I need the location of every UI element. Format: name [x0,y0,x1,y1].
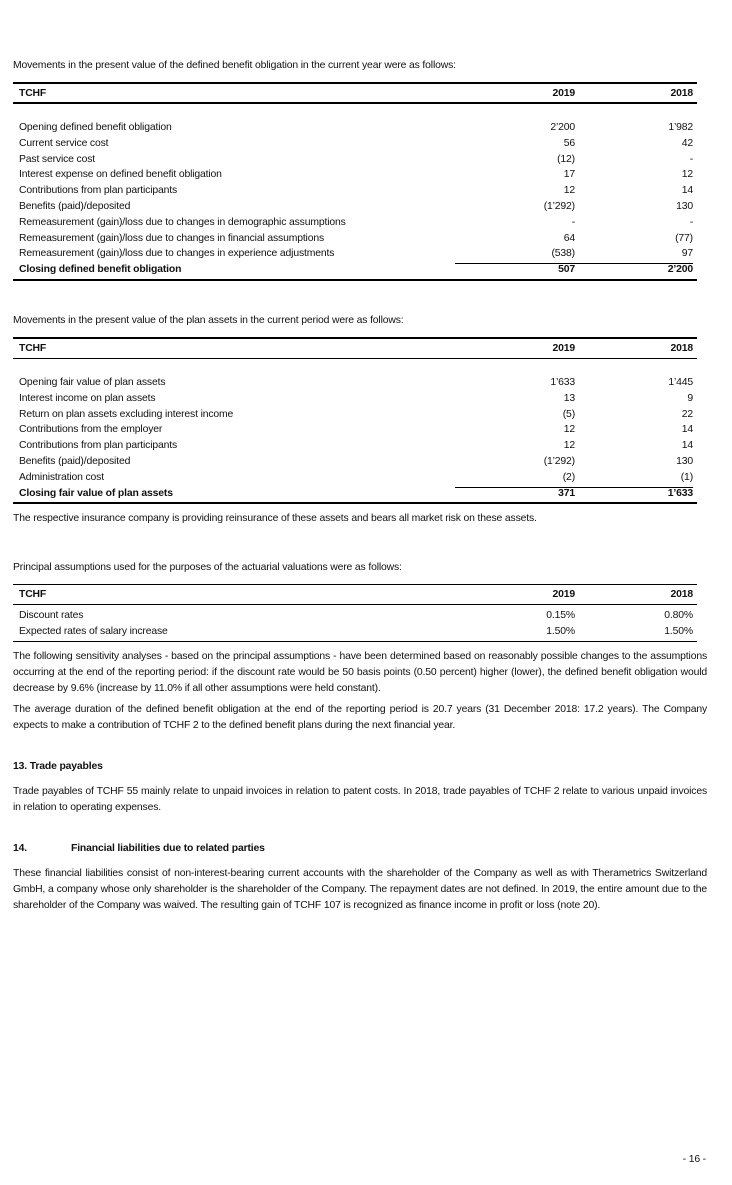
header-2019: 2019 [552,589,575,600]
assets-intro: Movements in the present value of the plan assets in the current period were as follows: [13,315,404,326]
row-label: Remeasurement (gain)/loss due to changes in demographic assumptions [19,216,346,228]
total-2019: 371 [558,487,575,499]
row-label: Administration cost [19,471,104,483]
value-2019: 17 [563,169,575,181]
table-row [13,471,697,487]
value-2019: 12 [563,185,575,197]
section-14-body: These financial liabilities consist of non-interest-bearing current accounts with the shareholder of the Company as well as with Therametrics Switzerland GmbH, a company whose only shareholder is the shareholder of the Company. The repayment dates are not defined. In 2019, the entire amount due to the shareholder of the Company was waived. The resulting gain of TCHF 107 is recognized as finance income in profit or loss (note 20). [13,868,707,911]
row-label: Remeasurement (gain)/loss due to changes in experience adjustments [19,248,335,260]
table-row [13,609,697,625]
value-2019: (12) [557,153,575,165]
row-label: Interest income on plan assets [19,392,156,404]
dbo-table [13,82,697,281]
table-row [13,455,697,471]
header-2018: 2018 [670,343,693,354]
value-2019: (538) [551,248,575,260]
value-2019: (5) [562,408,575,420]
total-2018: 2’200 [667,264,693,276]
value-2018: 22 [681,408,693,420]
value-2019: (1’292) [543,455,575,467]
value-2019: 12 [563,424,575,436]
value-2019: 13 [563,392,575,404]
table-header [13,337,697,359]
value-2018: 130 [676,200,693,212]
table-row [13,168,697,184]
sensitivity-paragraph: The following sensitivity analyses - based on the principal assumptions - have been determined based on reasonably possible changes to the assumptions occurring at the end of the reporting period: if the discount rate would be 50 basis points (0.50 percent) higher (lower), the defined benefit obligation would decrease by 9.6% (increase by 11.0% if all other assumptions were held constant). [13,651,707,694]
row-label: Current service cost [19,137,109,149]
row-label: Contributions from plan participants [19,185,178,197]
header-2018: 2018 [670,88,693,99]
value-2018: 14 [681,185,693,197]
section-14-heading: Financial liabilities due to related parties [71,843,265,854]
table-row [13,153,697,169]
value-2018: 1’445 [668,377,693,388]
table-row [13,625,697,641]
row-label: Contributions from the employer [19,424,163,436]
value-2019: 64 [563,232,575,244]
value-2018: - [689,153,693,165]
table-row [13,423,697,439]
header-2018: 2018 [670,589,693,600]
row-label: Contributions from plan participants [19,440,178,452]
assumptions-table [13,584,697,642]
total-label: Closing defined benefit obligation [19,264,182,276]
value-2018: 0.80% [664,610,693,621]
total-row [13,263,697,281]
value-2019: 1’633 [550,377,575,388]
table-row [13,200,697,216]
value-2019: 0.15% [546,610,575,621]
value-2019: 1.50% [546,625,575,637]
table-row [13,121,697,137]
table-row [13,232,697,248]
total-2018: 1’633 [667,487,693,499]
value-2018: 14 [681,424,693,436]
value-2018: 1.50% [664,625,693,637]
value-2018: (1) [680,471,693,483]
value-2018: 42 [681,137,693,149]
total-2019: 507 [558,264,575,276]
duration-paragraph: The average duration of the defined benefit obligation at the end of the reporting period is 20.7 years (31 December 2018: 17.2 years). The Company expects to make a contribution of TCHF 2 to the defined benefit plans during the next financial year. [13,704,707,731]
assumptions-rows [13,609,697,642]
total-label: Closing fair value of plan assets [19,487,173,499]
row-label: Opening fair value of plan assets [19,377,166,388]
row-label: Interest expense on defined benefit obligation [19,169,222,181]
value-2019: 56 [563,137,575,149]
value-2018: 97 [681,248,693,260]
header-2019: 2019 [552,343,575,354]
header-2019: 2019 [552,88,575,99]
dbo-rows [13,121,697,263]
value-2018: 12 [681,169,693,181]
table-header [13,82,697,104]
table-row [13,392,697,408]
table-row [13,216,697,232]
row-label: Remeasurement (gain)/loss due to changes in financial assumptions [19,232,325,244]
section-13-heading: 13. Trade payables [13,761,103,772]
table-row [13,247,697,263]
header-label: TCHF [19,88,47,99]
assets-rows [13,376,697,487]
header-label: TCHF [19,343,47,354]
value-2018: (77) [675,232,693,244]
value-2018: - [689,216,693,228]
assets-note: The respective insurance company is providing reinsurance of these assets and bears all market risk on these assets. [13,513,537,524]
dbo-intro: Movements in the present value of the defined benefit obligation in the current year were as follows: [13,60,456,71]
value-2018: 14 [681,440,693,452]
row-label: Discount rates [19,610,84,621]
table-row [13,184,697,200]
page-number: - 16 - [682,1154,706,1165]
row-label: Benefits (paid)/deposited [19,455,131,467]
total-row [13,487,697,505]
row-label: Return on plan assets excluding interest income [19,408,234,420]
value-2019: (2) [562,471,575,483]
value-2018: 9 [687,392,693,404]
row-label: Expected rates of salary increase [19,625,168,637]
value-2018: 1’982 [668,122,693,133]
assumptions-intro: Principal assumptions used for the purposes of the actuarial valuations were as follows: [13,562,402,573]
value-2019: 2’200 [550,122,575,133]
assets-table [13,337,697,504]
value-2019: - [571,216,575,228]
table-row [13,137,697,153]
value-2019: (1’292) [543,200,575,212]
value-2019: 12 [563,440,575,452]
table-row [13,439,697,455]
row-label: Benefits (paid)/deposited [19,200,131,212]
table-header [13,584,697,605]
table-row [13,376,697,392]
section-14-number: 14. [13,843,27,854]
table-row [13,408,697,424]
value-2018: 130 [676,455,693,467]
row-label: Past service cost [19,153,95,165]
row-label: Opening defined benefit obligation [19,122,172,133]
header-label: TCHF [19,589,47,600]
section-13-body: Trade payables of TCHF 55 mainly relate to unpaid invoices in relation to patent costs. In 2018, trade payables of TCHF 2 relate to various unpaid invoices in relation to operating expenses. [13,786,707,813]
